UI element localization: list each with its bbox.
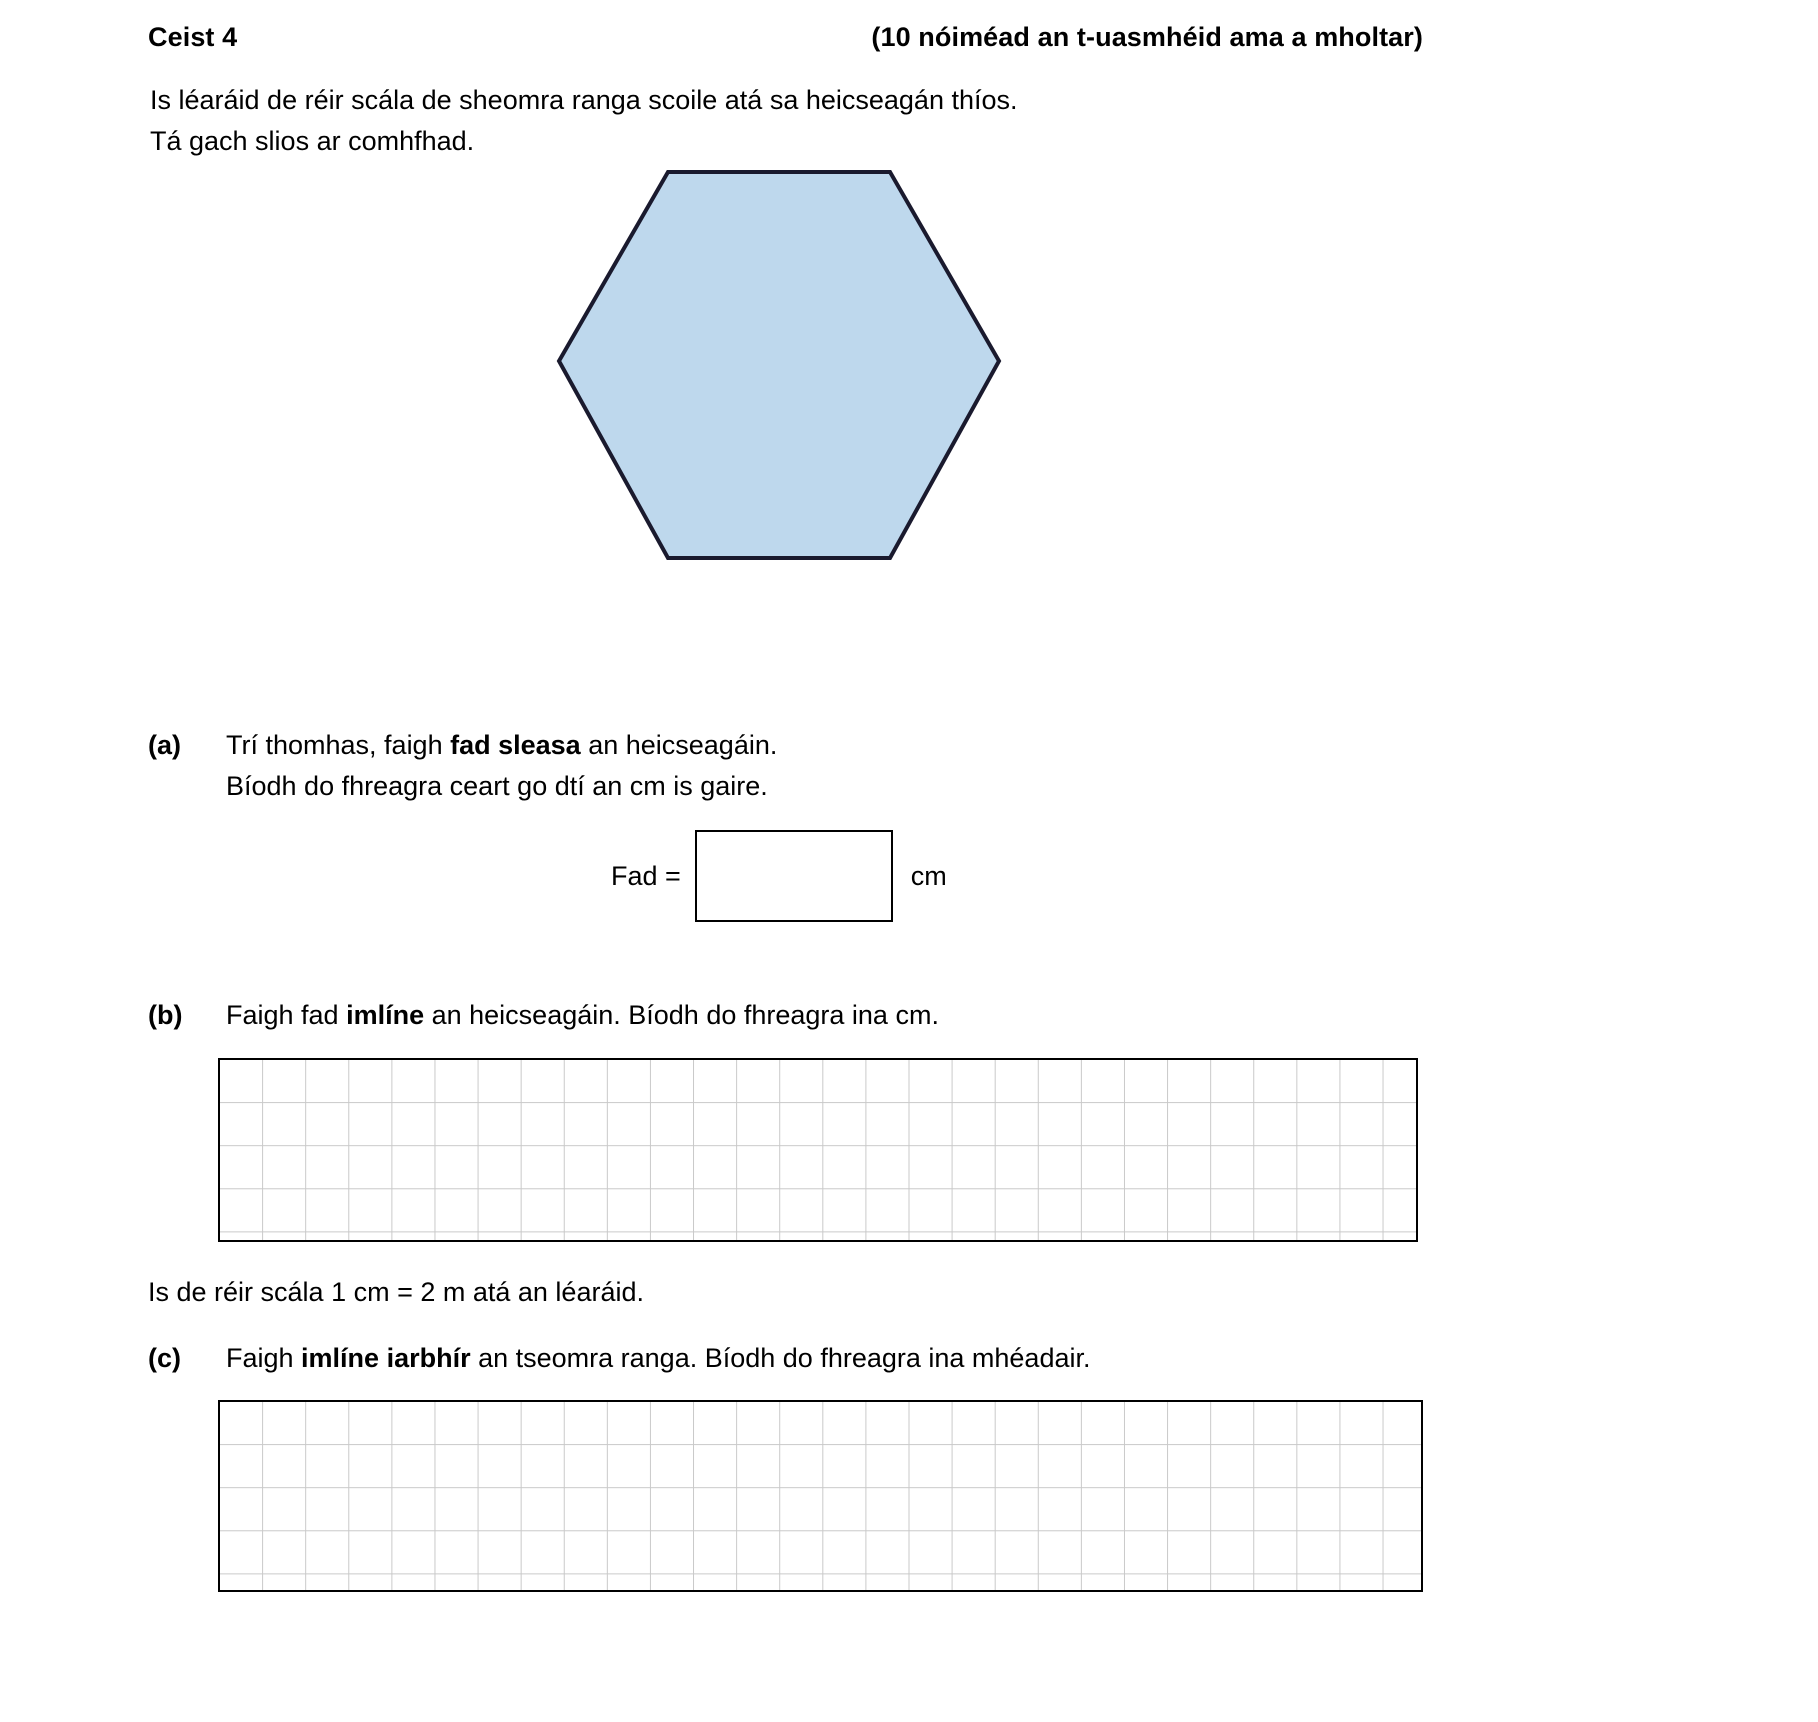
part-a-label: (a) <box>148 730 181 760</box>
part-c-line-1 <box>226 1338 1448 1379</box>
hexagon-shape <box>559 172 999 558</box>
part-c-emphasis: imlíne iarbhír <box>301 1343 471 1373</box>
question-part-c <box>148 1338 1448 1379</box>
part-b-text-post: an heicseagáin. Bíodh do fhreagra ina cm. <box>424 1000 939 1030</box>
working-area-b[interactable] <box>218 1058 1418 1242</box>
part-b-emphasis: imlíne <box>346 1000 425 1030</box>
fad-unit-label: cm <box>910 860 947 891</box>
intro-line-2: Tá gach slios ar comhfhad. <box>150 126 475 156</box>
hexagon-svg <box>555 158 1010 568</box>
answer-line-a <box>611 830 947 922</box>
part-c-text-pre: Faigh <box>226 1343 302 1373</box>
part-a-line-1 <box>226 725 1148 766</box>
intro-line-1: Is léaráid de réir scála de sheomra ranga scoile atá sa heicseagán thíos. <box>150 85 1018 115</box>
question-part-b <box>148 995 1448 1036</box>
question-header <box>148 22 1423 53</box>
part-a-text-pre: Trí thomhas, faigh <box>226 730 451 760</box>
part-a-line-2: Bíodh do fhreagra ceart go dtí an cm is gaire. <box>226 771 768 801</box>
part-c-text-post: an tseomra ranga. Bíodh do fhreagra ina mhéadair. <box>470 1343 1091 1373</box>
part-a-text-post: an heicseagáin. <box>580 730 778 760</box>
working-area-c[interactable] <box>218 1400 1423 1592</box>
scale-statement: Is de réir scála 1 cm = 2 m atá an léaráid. <box>148 1277 644 1307</box>
recommended-time-note: (10 nóiméad an t-uasmhéid ama a mholtar) <box>871 22 1423 52</box>
intro-text <box>150 80 1018 162</box>
question-number: Ceist 4 <box>148 22 238 52</box>
part-c-body <box>226 1338 1448 1379</box>
part-b-line-1 <box>226 995 1448 1036</box>
part-a-body <box>226 725 1148 807</box>
fad-label: Fad = <box>611 860 681 891</box>
fad-answer-box[interactable] <box>695 830 893 922</box>
part-b-label: (b) <box>148 1000 183 1030</box>
part-b-text-pre: Faigh fad <box>226 1000 347 1030</box>
question-part-a <box>148 725 1148 807</box>
hexagon-diagram <box>555 158 1010 568</box>
part-b-body <box>226 995 1448 1036</box>
part-c-label: (c) <box>148 1343 181 1373</box>
part-a-emphasis: fad sleasa <box>450 730 581 760</box>
